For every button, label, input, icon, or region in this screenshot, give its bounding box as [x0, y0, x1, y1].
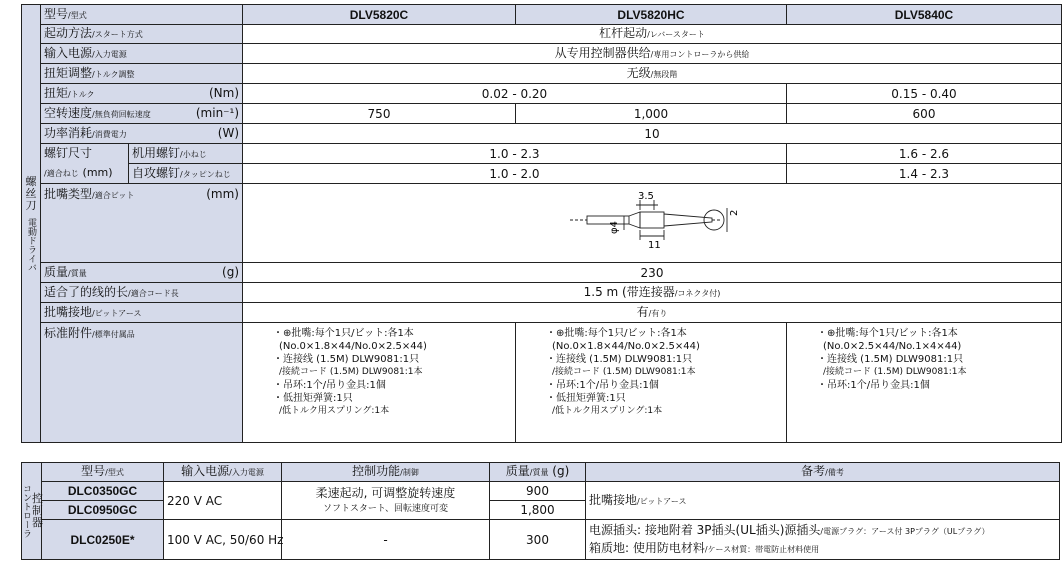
label: 型号 — [44, 6, 69, 21]
label: 自攻螺钉 — [132, 165, 181, 180]
controller-spec-table — [21, 462, 1060, 560]
label: 扭矩调整 — [44, 65, 93, 80]
label-jp: /タッピンねじ — [180, 169, 231, 179]
power-value — [243, 44, 1062, 64]
ctrl-mass-header — [490, 463, 586, 482]
row-consumption — [22, 124, 1062, 144]
torque-value-12: 0.02 - 0.20 — [243, 84, 787, 104]
side-label-screwdriver — [22, 5, 41, 443]
label-jp: /型式 — [105, 468, 124, 477]
unit: (mm) — [82, 166, 113, 179]
label: 批嘴类型 — [44, 187, 93, 201]
label-jp: /小ねじ — [180, 149, 207, 159]
value: 电源插头: 接地附着 3P插头(UL插头)源插头 — [589, 522, 821, 537]
accessories-label — [41, 323, 243, 443]
value-jp: /ビットアース — [637, 496, 687, 506]
label-jp: /スタート方式 — [92, 30, 143, 39]
row-power — [22, 44, 1062, 64]
value-jp: /専用コントローラから供給 — [650, 49, 750, 59]
label: 起动方法 — [44, 26, 93, 40]
ctrl-model-3: DLC0250E* — [42, 520, 164, 560]
acc-line: ・⊕批嘴:每个1只/ビット:各1本 — [817, 328, 958, 339]
label: 空转速度 — [44, 105, 93, 120]
acc-line: /低トルク用スプリング:1本 — [552, 406, 663, 416]
label-jp: /入力電源 — [229, 468, 264, 477]
label-jp: /適合ビット — [92, 191, 135, 200]
row-screw-machine — [22, 144, 1062, 164]
acc-line: (No.0×2.5×44/No.1×4×44) — [823, 341, 962, 352]
accessories-col-3 — [787, 323, 1062, 443]
consumption-value: 10 — [243, 124, 1062, 144]
ctrl-mass-2: 1,800 — [490, 501, 586, 520]
acc-line: /接続コード (1.5M) DLW9081:1本 — [552, 367, 696, 377]
label: 批嘴接地 — [44, 304, 93, 319]
label-jp: /質量 — [529, 468, 549, 477]
label: 控制功能 — [352, 464, 401, 478]
label-jp: /適合ねじ — [44, 169, 79, 178]
ctrl-header-row — [22, 463, 1060, 482]
label-jp: /ビットアース — [92, 308, 142, 318]
value: 柔速起动, 可调整旋转速度 — [315, 485, 456, 500]
cord-label — [41, 283, 243, 303]
label: 质量 — [505, 464, 530, 478]
accessories-col-2 — [516, 323, 787, 443]
torque-adj-label — [41, 64, 243, 84]
consumption-label — [41, 124, 243, 144]
ctrl-mass-1: 900 — [490, 482, 586, 501]
ctrl-power-header — [164, 463, 282, 482]
value-jp: /レバースタート — [647, 30, 705, 39]
unit: (Nm) — [208, 85, 239, 100]
side-label-jp: 電動ドライバ — [26, 217, 36, 272]
value-jp: /無段階 — [650, 69, 678, 79]
dim-left: φ4 — [609, 221, 620, 234]
ctrl-row-3 — [22, 520, 1060, 560]
cord-value — [243, 283, 1062, 303]
screwdriver-spec-table — [21, 4, 1062, 443]
acc-line: (No.0×1.8×44/No.0×2.5×44) — [552, 341, 700, 352]
label-jp: /入力電源 — [92, 49, 127, 59]
model-1: DLV5820C — [243, 5, 516, 25]
ctrl-note-header — [586, 463, 1060, 482]
ctrl-row-1 — [22, 482, 1060, 501]
value-jp: ソフトスタート、回転速度可変 — [322, 503, 449, 514]
label: 螺钉尺寸 — [44, 146, 93, 160]
label: 输入电源 — [44, 45, 93, 60]
dim-top: 3.5 — [638, 191, 654, 202]
bit-label — [41, 184, 243, 263]
unit: (g) — [222, 264, 239, 279]
speed-value-3: 600 — [787, 104, 1062, 124]
ctrl-model-1: DLC0350GC — [42, 482, 164, 501]
side-char: 器 — [32, 516, 43, 529]
label: 型号 — [81, 464, 106, 478]
mass-label — [41, 263, 243, 283]
tapping-screw-label — [129, 164, 243, 184]
row-torque-adj — [22, 64, 1062, 84]
torque-label — [41, 84, 243, 104]
machine-screw-label — [129, 144, 243, 164]
label: 功率消耗 — [44, 125, 93, 140]
unit: (min⁻¹) — [195, 105, 239, 120]
label-jp: /標準付属品 — [92, 330, 135, 339]
row-speed — [22, 104, 1062, 124]
label-jp: /型式 — [68, 10, 87, 20]
side-char: 螺 — [25, 174, 37, 188]
screw-label — [41, 144, 129, 184]
torque-value-3: 0.15 - 0.40 — [787, 84, 1062, 104]
ctrl-func-header — [282, 463, 490, 482]
ctrl-model-2: DLC0950GC — [42, 501, 164, 520]
ctrl-func-12 — [282, 482, 490, 520]
unit: (mm) — [206, 187, 239, 201]
machine-screw-value-3: 1.6 - 2.6 — [787, 144, 1062, 164]
ctrl-func-3: - — [282, 520, 490, 560]
unit: (W) — [217, 125, 239, 140]
label-jp: /消費電力 — [92, 129, 127, 139]
acc-line: ・低扭矩弹簧:1只 — [546, 393, 626, 404]
value: 箱质地: 使用防电材料 — [589, 540, 705, 555]
label: 备考 — [801, 464, 826, 478]
row-mass — [22, 263, 1062, 283]
side-char: 丝 — [25, 186, 37, 200]
mass-value: 230 — [243, 263, 1062, 283]
value: 从专用控制器供给 — [554, 45, 651, 60]
value: 杠杆起动 — [599, 26, 648, 40]
label: 质量 — [44, 264, 69, 279]
label-jp: /質量 — [68, 268, 87, 278]
row-bit — [22, 184, 1062, 263]
label: 适合了的线的长 — [44, 284, 129, 299]
side-label-controller — [22, 463, 42, 560]
power-label — [41, 44, 243, 64]
label: 标准附件 — [44, 326, 93, 340]
acc-line: /接続コード (1.5M) DLW9081:1本 — [279, 367, 423, 377]
speed-value-2: 1,000 — [516, 104, 787, 124]
row-ground — [22, 303, 1062, 323]
bit-drawing-cell — [243, 184, 1062, 263]
value-jp: /有り — [648, 308, 668, 318]
side-char: 刀 — [25, 198, 37, 212]
dim-bottom: 11 — [648, 240, 661, 251]
label-jp: /トルク調整 — [92, 69, 135, 79]
value: 批嘴接地 — [589, 492, 638, 507]
dim-right: 2 — [729, 209, 740, 216]
label-jp: /トルク — [68, 89, 95, 99]
start-label — [41, 25, 243, 44]
header-row — [22, 5, 1062, 25]
side-char: 控 — [32, 492, 43, 505]
acc-line: ・连接线 (1.5M) DLW9081:1只 — [273, 354, 420, 365]
value: 1.5 m (带连接器 — [583, 284, 675, 299]
torque-adj-value — [243, 64, 1062, 84]
label: 输入电源 — [181, 464, 230, 478]
acc-line: /低トルク用スプリング:1本 — [279, 406, 390, 416]
machine-screw-value-12: 1.0 - 2.3 — [243, 144, 787, 164]
row-torque — [22, 84, 1062, 104]
tapping-screw-value-12: 1.0 - 2.0 — [243, 164, 787, 184]
acc-line: /接続コード (1.5M) DLW9081:1本 — [823, 367, 967, 377]
label-jp: /制御 — [400, 468, 419, 477]
unit: (g) — [552, 464, 570, 478]
label: 机用螺钉 — [132, 145, 181, 160]
side-label-jp: コントローラ — [21, 484, 31, 538]
accessories-col-1 — [243, 323, 516, 443]
value-jp: /電源プラグ：アース付 3Pプラグ（ULプラグ） — [820, 526, 990, 536]
start-value — [243, 25, 1062, 44]
acc-line: ・低扭矩弹簧:1只 — [273, 393, 353, 404]
acc-line: ・吊环:1个/吊り金具:1個 — [546, 380, 659, 391]
ground-value — [243, 303, 1062, 323]
acc-line: ・⊕批嘴:每个1只/ビット:各1本 — [273, 328, 414, 339]
model-header — [41, 5, 243, 25]
label: 扭矩 — [44, 85, 69, 100]
speed-value-1: 750 — [243, 104, 516, 124]
model-2: DLV5820HC — [516, 5, 787, 25]
acc-line: ・连接线 (1.5M) DLW9081:1只 — [546, 354, 693, 365]
label-jp: /備考 — [825, 468, 844, 477]
ctrl-model-header — [42, 463, 164, 482]
value: 无级 — [626, 65, 651, 80]
row-start — [22, 25, 1062, 44]
acc-line: ・连接线 (1.5M) DLW9081:1只 — [817, 354, 964, 365]
acc-line: ・吊环:1个/吊り金具:1個 — [273, 380, 386, 391]
ctrl-note-12 — [586, 482, 1060, 520]
value: 有 — [636, 304, 649, 319]
model-3: DLV5840C — [787, 5, 1062, 25]
acc-line: ・吊环:1个/吊り金具:1個 — [817, 380, 930, 391]
bit-drawing — [562, 192, 742, 254]
ctrl-power-3: 100 V AC, 50/60 Hz — [164, 520, 282, 560]
ground-label — [41, 303, 243, 323]
ctrl-power-12: 220 V AC — [164, 482, 282, 520]
row-accessories — [22, 323, 1062, 443]
value-jp: /ケース材質：帯電防止材料使用 — [704, 544, 820, 554]
ctrl-note-3 — [586, 520, 1060, 560]
side-char: 制 — [32, 504, 43, 517]
tapping-screw-value-3: 1.4 - 2.3 — [787, 164, 1062, 184]
ctrl-mass-3: 300 — [490, 520, 586, 560]
acc-line: ・⊕批嘴:每个1只/ビット:各1本 — [546, 328, 687, 339]
value-jp: /コネクタ付) — [674, 288, 721, 298]
speed-label — [41, 104, 243, 124]
row-screw-tapping — [22, 164, 1062, 184]
label-jp: /適合コード長 — [128, 288, 179, 298]
acc-line: (No.0×1.8×44/No.0×2.5×44) — [279, 341, 427, 352]
label-jp: /無負荷回転速度 — [92, 109, 151, 119]
row-cord — [22, 283, 1062, 303]
